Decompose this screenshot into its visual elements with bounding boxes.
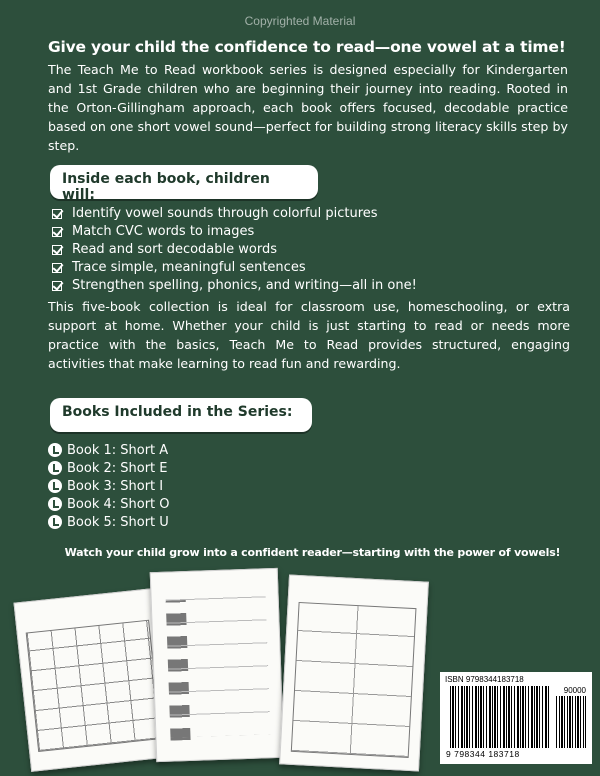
collection-paragraph: This five-book collection is ideal for classroom use, homeschooling, or extra support at home. Whether your child is just starting to read or needs more practice with the basics, Teach Me to Read provides structured, engaging activities that make learning to read fun and rewarding. <box>48 299 570 371</box>
list-item: Book 4: Short O <box>48 495 170 513</box>
book-list <box>48 441 170 531</box>
checkbox-icon <box>52 281 62 291</box>
checklist <box>52 205 592 295</box>
isbn-digits: 9 798344 183718 <box>446 749 520 759</box>
price-code: 90000 <box>563 686 586 695</box>
worksheet-boxes <box>291 602 417 758</box>
worksheet-grid <box>26 620 162 752</box>
check-circle-icon <box>48 479 62 493</box>
list-item: Match CVC words to images <box>52 223 592 241</box>
worksheet-preview-match <box>150 568 285 762</box>
barcode <box>440 672 592 764</box>
check-circle-icon <box>48 497 62 511</box>
list-item: Strengthen spelling, phonics, and writing—all in one! <box>52 277 592 295</box>
list-item: Read and sort decodable words <box>52 241 592 259</box>
watermark: Copyrighted Material <box>244 14 356 28</box>
worksheet-preview-boxes <box>279 574 429 771</box>
isbn-label: ISBN 9798344183718 <box>445 675 524 684</box>
list-item: Identify vowel sounds through colorful pictures <box>52 205 592 223</box>
books-heading: Books Included in the Series: <box>50 398 312 432</box>
inside-heading: Inside each book, children will: <box>50 165 318 199</box>
intro-paragraph: The Teach Me to Read workbook series is designed especially for Kindergarten and 1st Grade children who are beginning their journey into reading. Rooted in the Orton-Gillingham approach, each book offers focused, decodable practice based on one short vowel sound—perfect for building strong literacy skills step by step. <box>48 62 568 153</box>
checkbox-icon <box>52 245 62 255</box>
tagline: Watch your child grow into a confident reader—starting with the power of vowels! <box>64 546 561 559</box>
check-circle-icon <box>48 515 62 529</box>
list-item: Book 1: Short A <box>48 441 170 459</box>
worksheet-preview-sort <box>13 588 170 772</box>
check-circle-icon <box>48 461 62 475</box>
check-circle-icon <box>48 443 62 457</box>
headline: Give your child the confidence to read—one vowel at a time! <box>48 38 566 56</box>
list-item: Trace simple, meaningful sentences <box>52 259 592 277</box>
checkbox-icon <box>52 227 62 237</box>
checkbox-icon <box>52 209 62 219</box>
barcode-bars <box>450 686 550 748</box>
list-item: Book 5: Short U <box>48 513 170 531</box>
list-item: Book 3: Short I <box>48 477 170 495</box>
checkbox-icon <box>52 263 62 273</box>
barcode-addon-bars <box>556 696 586 748</box>
worksheet-lines <box>166 594 271 737</box>
list-item: Book 2: Short E <box>48 459 170 477</box>
